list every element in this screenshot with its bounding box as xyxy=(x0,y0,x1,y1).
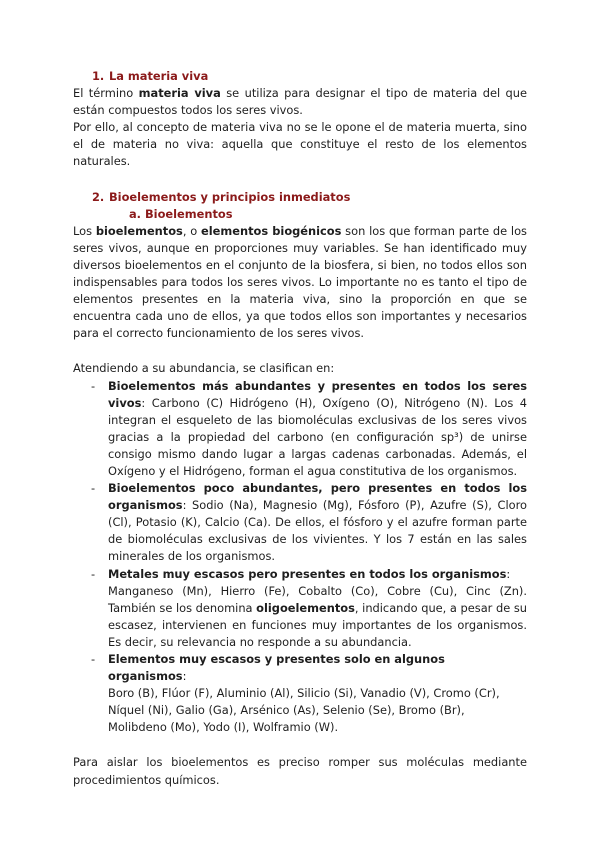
section-1-heading xyxy=(73,68,527,85)
section-2-heading xyxy=(73,189,527,206)
bioelementos-intro-paragraph: Los bioelementos, o elementos biogénicos son los que forman parte de los seres vivos, aunque en proporciones muy variables. Se han identificado muy diversos bioelementos en el conjunto de la biosfera, si bien, no todos ellos son indispensables para todos los seres vivos. Lo importante no es tanto el tipo de elementos presentes en la materia viva, sino la proporción en que se encuentra cada uno de ellos, ya que todos ellos son importantes y necesarios para el correcto funcionamiento de los seres vivos. xyxy=(73,223,527,341)
list-item: - Elementos muy escasos y presentes solo en algunos organismos: Boro (B), Flúor (F), Aluminio (Al), Silicio (Si), Vanadio (V), Cromo (Cr), Níquel (Ni), Galio (Ga), Arsénico (As), Selenio (Se), Bromo (Br), Molibdeno (Mo), Yodo (I), Wolframio (W). xyxy=(91,652,500,735)
materia-no-viva-paragraph: Por ello, al concepto de materia viva no se le opone el de materia muerta, sino el de materia no viva: aquella que constituye el resto de los elementos naturales. xyxy=(73,120,527,169)
section-1-number: 1. xyxy=(92,69,105,83)
list-item: - Metales muy escasos pero presentes en todos los organismos: Manganeso (Mn), Hierro (Fe), Cobalto (Co), Cobre (Cu), Cinc (Zn). También se los denomina oligoelementos, indicando que, a pesar de su escasez, intervienen en funciones muy importantes de los organismos. Es decir, su relevancia no responde a su abundancia. xyxy=(91,566,527,649)
closing-paragraph: Para aislar los bioelementos es preciso romper sus moléculas mediante procedimientos químicos. xyxy=(73,755,527,787)
subsection-a-heading xyxy=(73,206,527,223)
classification-intro: Atendiendo a su abundancia, se clasifican en: xyxy=(73,361,335,376)
abundance-list xyxy=(73,378,527,737)
section-2-title: Bioelementos y principios inmediatos xyxy=(109,189,351,204)
section-2-number: 2. xyxy=(92,189,105,204)
list-item: - Bioelementos poco abundantes, pero presentes en todos los organismos: Sodio (Na), Magnesio (Mg), Fósforo (P), Azufre (S), Cloro (Cl), Potasio (K), Calcio (Ca). De ellos, el fósforo y el azufre forman parte de biomoléculas exclusivas de los vivientes. Y los 7 están en las sales minerales de los organismos. xyxy=(91,481,528,564)
dash-bullet: - xyxy=(91,566,96,581)
subsection-a-letter: a. xyxy=(129,206,142,221)
dash-bullet: - xyxy=(91,378,96,393)
section-1-title: La materia viva xyxy=(109,69,209,83)
dash-bullet: - xyxy=(91,652,96,666)
materia-viva-definition: El término materia viva se utiliza para designar el tipo de materia del que están compuestos todos los seres vivos. xyxy=(73,86,528,118)
list-item: - Bioelementos más abundantes y presentes en todos los seres vivos: Carbono (C) Hidrógeno (H), Oxígeno (O), Nitrógeno (N). Los 4 integran el esqueleto de las biomoléculas exclusivas de los seres vivos gracias a la propiedad del carbono (en configuración sp³) de unirse consigo mismo dando lugar a largas cadenas carbonadas. Además, el Oxígeno y el Hidrógeno, forman el agua constitutiva de los organismos. xyxy=(91,378,527,478)
document-body xyxy=(73,68,527,789)
dash-bullet: - xyxy=(91,481,96,496)
subsection-a-title: Bioelementos xyxy=(145,206,233,221)
